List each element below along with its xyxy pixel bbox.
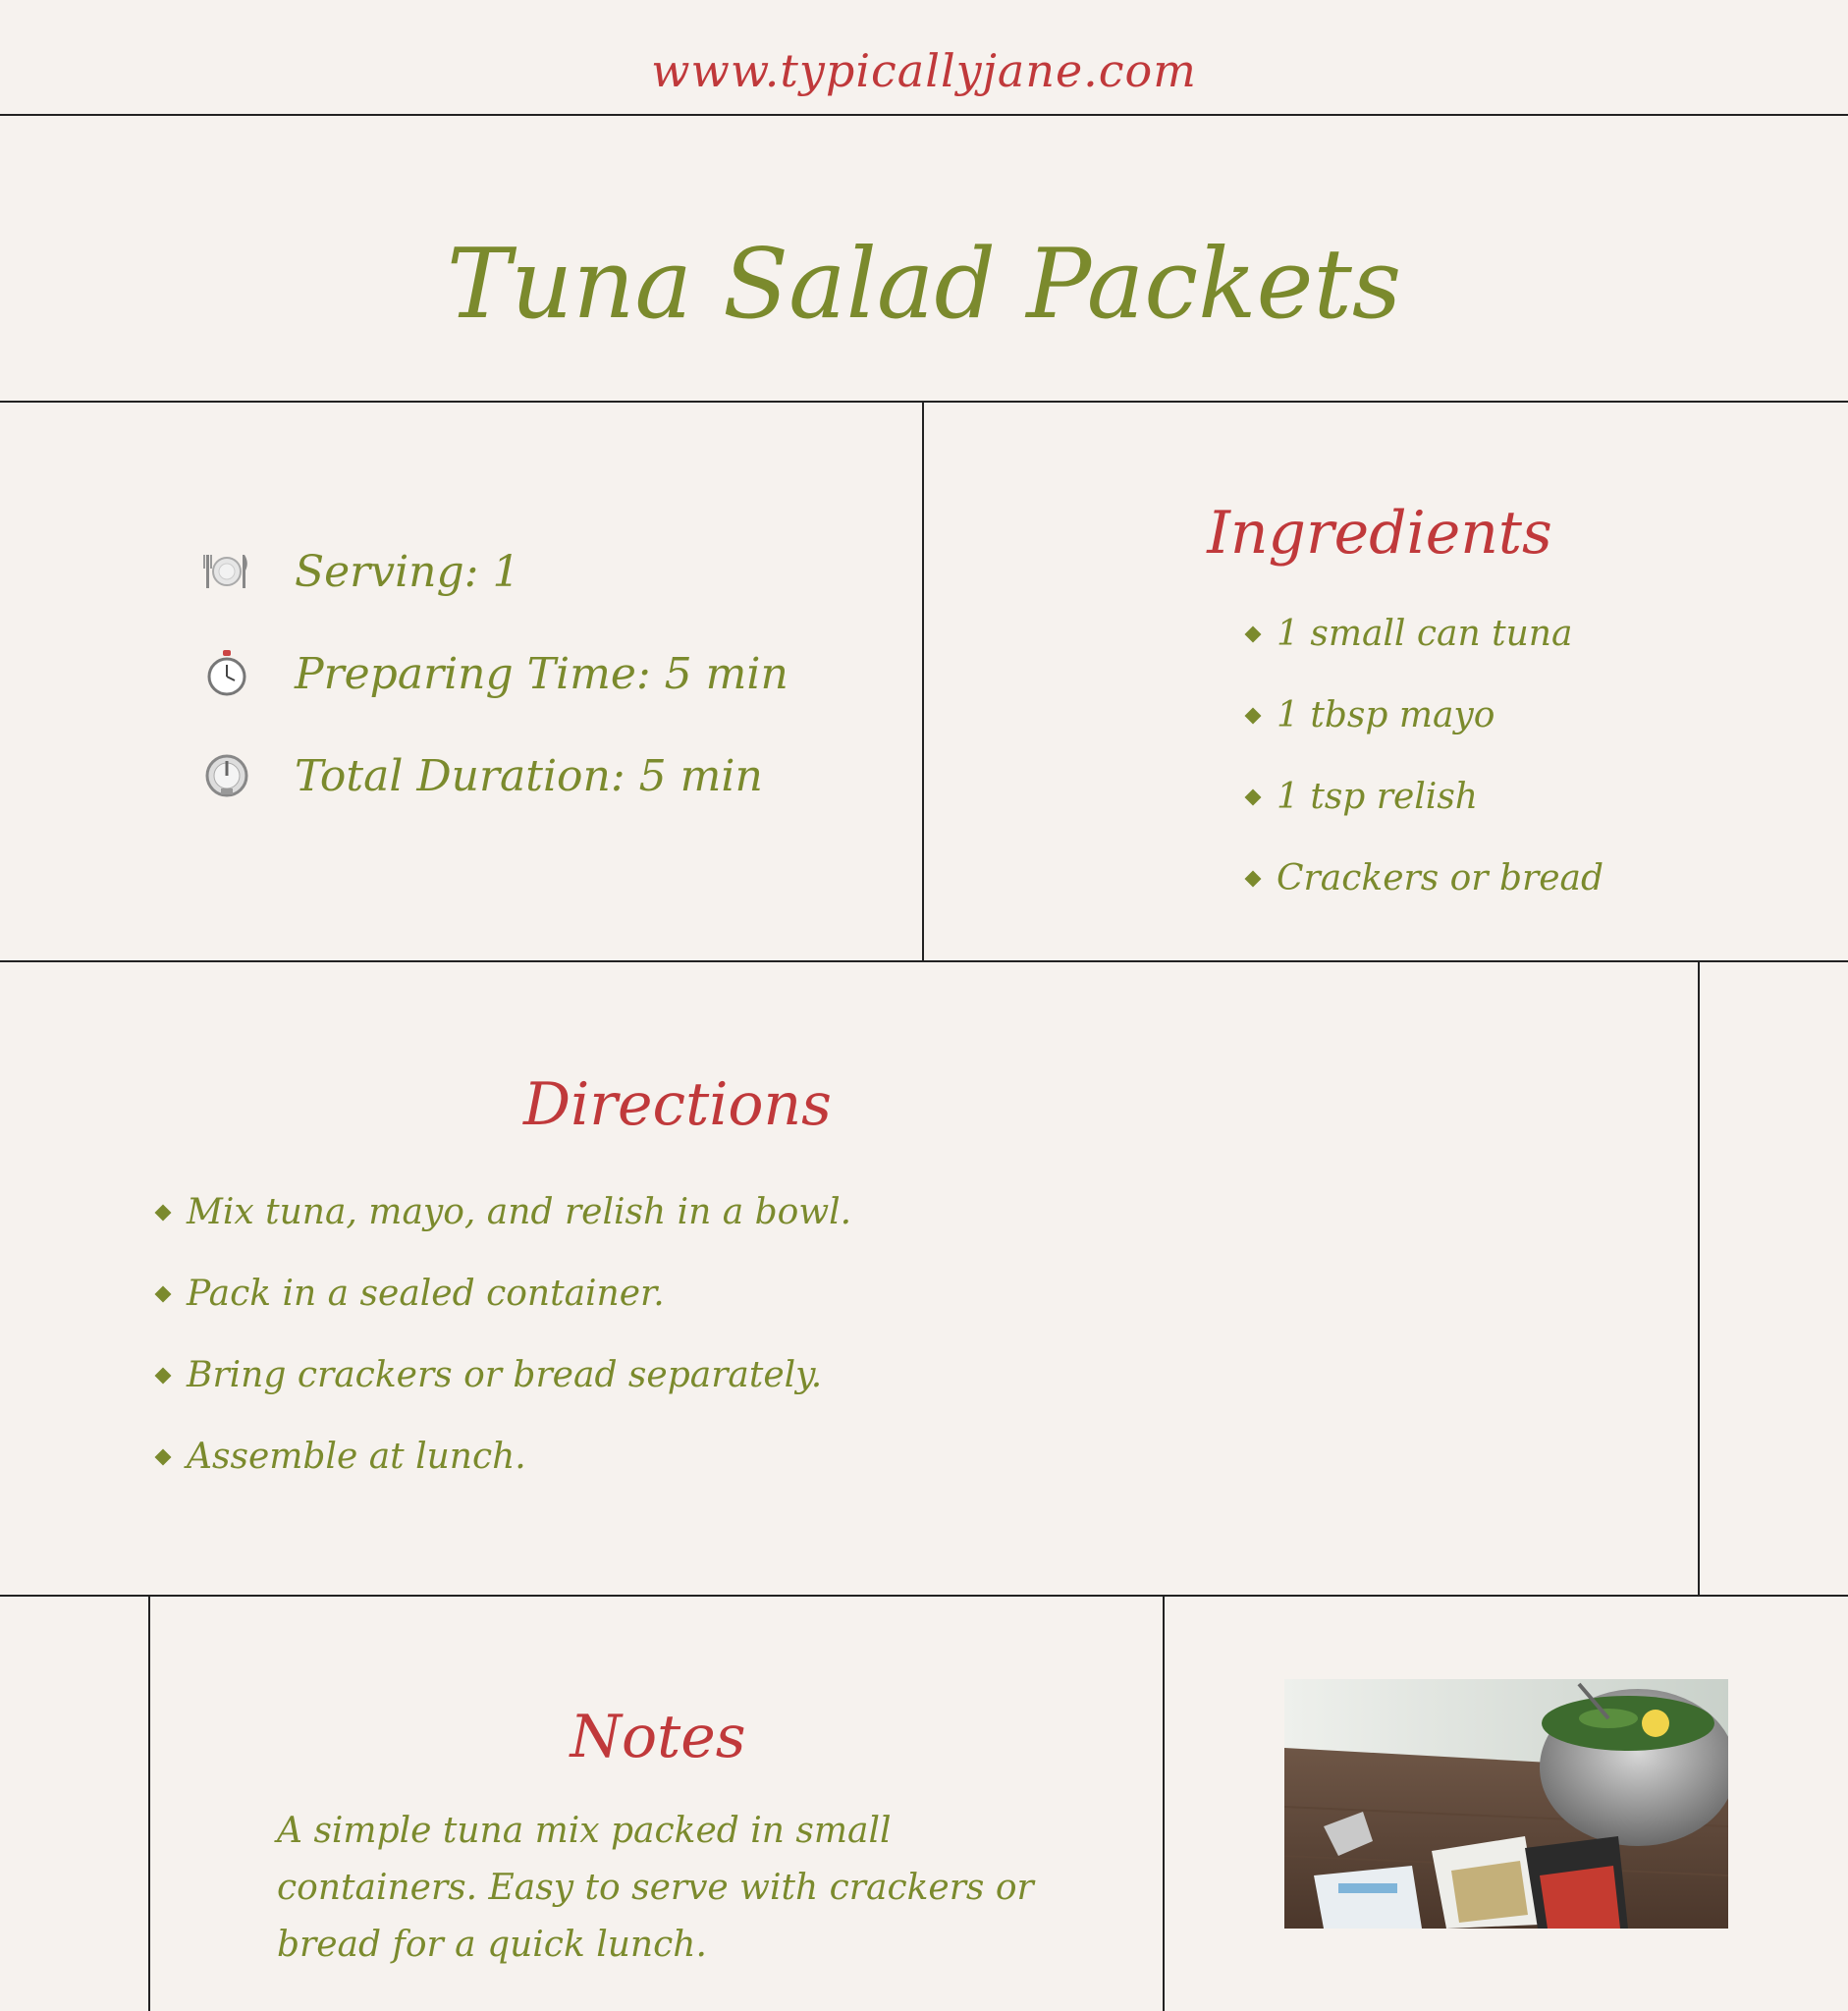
diamond-bullet-icon — [155, 1204, 172, 1221]
timer-icon — [200, 749, 253, 802]
list-item — [157, 1253, 851, 1334]
divider — [0, 960, 1848, 962]
total-time-row — [200, 725, 788, 827]
divider — [0, 401, 1848, 403]
serving-row — [200, 520, 788, 623]
prep-time-text: Preparing Time: 5 min — [295, 648, 788, 699]
plate-icon — [200, 545, 253, 598]
diamond-bullet-icon — [1245, 788, 1262, 805]
prep-time-row — [200, 623, 788, 725]
diamond-bullet-icon — [1245, 625, 1262, 642]
notes-heading: Notes — [570, 1703, 746, 1771]
diamond-bullet-icon — [155, 1367, 172, 1384]
ingredient-text: 1 tsp relish — [1277, 777, 1478, 817]
divider — [0, 1595, 1848, 1597]
ingredient-text: 1 small can tuna — [1277, 614, 1573, 654]
divider — [148, 1595, 150, 2011]
list-item — [157, 1416, 851, 1497]
recipe-title: Tuna Salad Packets — [446, 229, 1402, 341]
ingredients-heading: Ingredients — [1207, 499, 1552, 568]
diamond-bullet-icon — [155, 1285, 172, 1302]
divider — [922, 401, 924, 962]
diamond-bullet-icon — [155, 1448, 172, 1465]
list-item — [1247, 675, 1603, 756]
directions-list — [157, 1171, 851, 1497]
diamond-bullet-icon — [1245, 707, 1262, 724]
divider — [1163, 1595, 1165, 2011]
recipe-meta — [200, 520, 788, 827]
divider — [0, 114, 1848, 116]
stopwatch-icon — [200, 647, 253, 700]
direction-text: Mix tuna, mayo, and relish in a bowl. — [187, 1192, 852, 1232]
ingredients-list — [1247, 593, 1603, 919]
serving-text: Serving: 1 — [295, 546, 520, 597]
divider — [1698, 960, 1700, 1597]
diamond-bullet-icon — [1245, 870, 1262, 887]
total-time-text: Total Duration: 5 min — [295, 750, 763, 801]
list-item — [1247, 838, 1603, 919]
site-url[interactable]: www.typicallyjane.com — [651, 44, 1197, 97]
ingredient-text: 1 tbsp mayo — [1277, 695, 1495, 735]
directions-heading: Directions — [523, 1070, 832, 1139]
list-item — [1247, 593, 1603, 675]
list-item — [157, 1171, 851, 1253]
direction-text: Assemble at lunch. — [187, 1437, 526, 1477]
list-item — [1247, 756, 1603, 838]
list-item — [157, 1334, 851, 1416]
notes-text: A simple tuna mix packed in small containers. Easy to serve with crackers or bread for a quick lunch. — [277, 1811, 1034, 1965]
direction-text: Bring crackers or bread separately. — [187, 1355, 823, 1395]
ingredient-text: Crackers or bread — [1277, 858, 1604, 898]
recipe-photo — [1284, 1679, 1728, 1929]
direction-text: Pack in a sealed container. — [187, 1274, 665, 1314]
